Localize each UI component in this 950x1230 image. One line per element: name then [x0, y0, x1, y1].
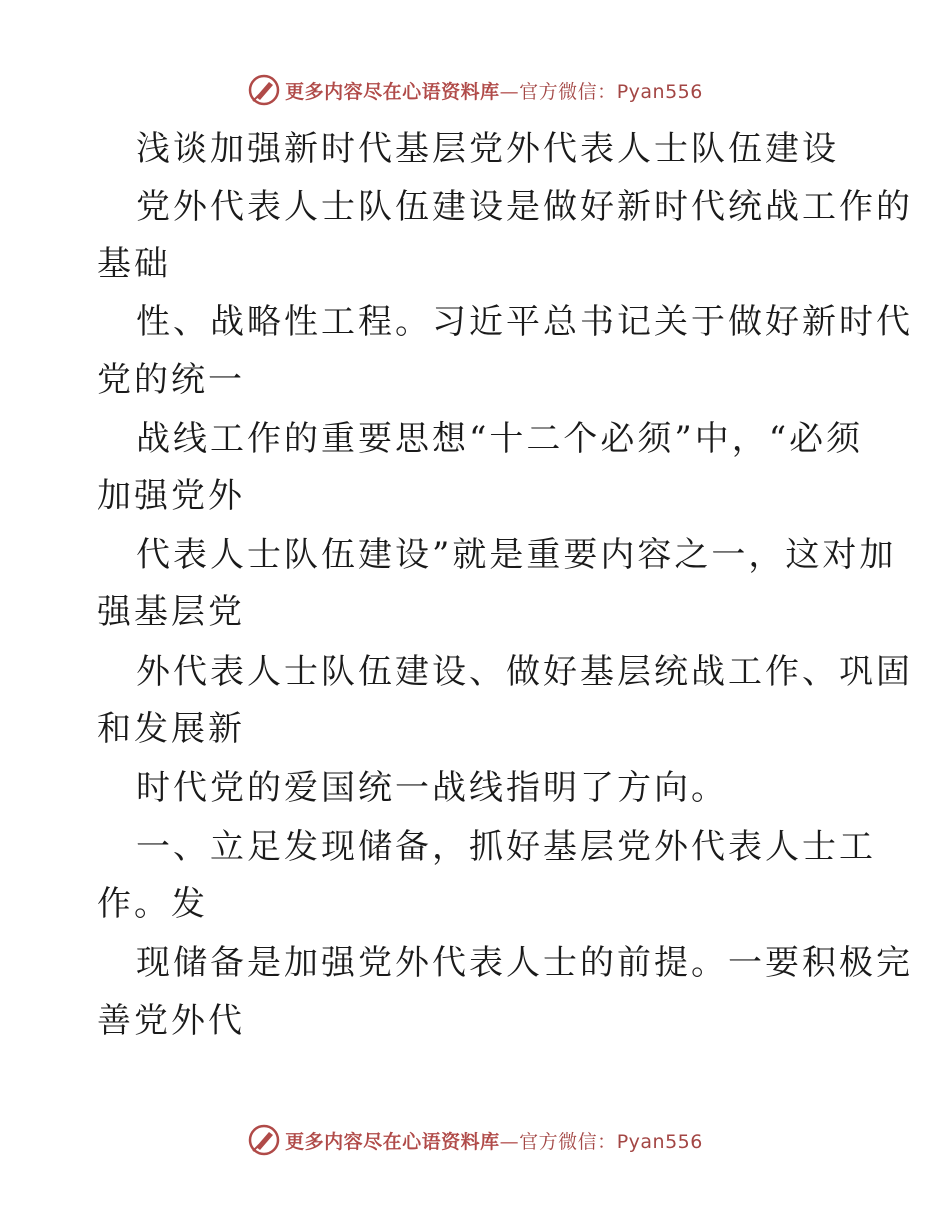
footer-banner-text [285, 1127, 703, 1154]
text-line: 党外代表人士队伍建设是做好新时代统战工作的 [136, 187, 913, 227]
text-line: 基础 [97, 244, 171, 284]
header-banner [0, 70, 950, 110]
footer-banner-dash: — [499, 1130, 520, 1153]
footer-banner-wechat: 官方微信： [519, 1130, 617, 1153]
quill-logo-icon [247, 73, 281, 107]
text-line: 外代表人士队伍建设、做好基层统战工作、巩固 [136, 652, 913, 692]
header-banner-main: 更多内容尽在心语资料库 [285, 80, 500, 103]
document-title: 浅谈加强新时代基层党外代表人士队伍建设 [136, 129, 839, 169]
text-line: 加强党外 [97, 476, 245, 516]
text-line: 善党外代 [97, 1001, 245, 1041]
footer-banner [0, 1120, 950, 1160]
text-line: 代表人士队伍建设”就是重要内容之一，这对加 [136, 535, 897, 575]
text-line: 党的统一 [97, 360, 245, 400]
footer-banner-main: 更多内容尽在心语资料库 [285, 1130, 500, 1153]
header-banner-wechat: 官方微信： [519, 80, 617, 103]
header-banner-id: Pyan556 [616, 80, 703, 103]
text-line: 性、战略性工程。习近平总书记关于做好新时代 [136, 302, 913, 342]
header-banner-dash: — [499, 80, 520, 103]
header-banner-text [285, 77, 703, 104]
text-line: 战线工作的重要思想“十二个必须”中，“必须 [136, 419, 864, 459]
text-line: 强基层党 [97, 592, 245, 632]
text-line: 现储备是加强党外代表人士的前提。一要积极完 [136, 943, 913, 983]
section-heading: 一、立足发现储备，抓好基层党外代表人士工 [136, 827, 876, 867]
text-line: 时代党的爱国统一战线指明了方向。 [136, 768, 728, 808]
quill-logo-icon [247, 1123, 281, 1157]
text-line: 作。发 [97, 884, 208, 924]
footer-banner-id: Pyan556 [616, 1130, 703, 1153]
text-line: 和发展新 [97, 709, 245, 749]
